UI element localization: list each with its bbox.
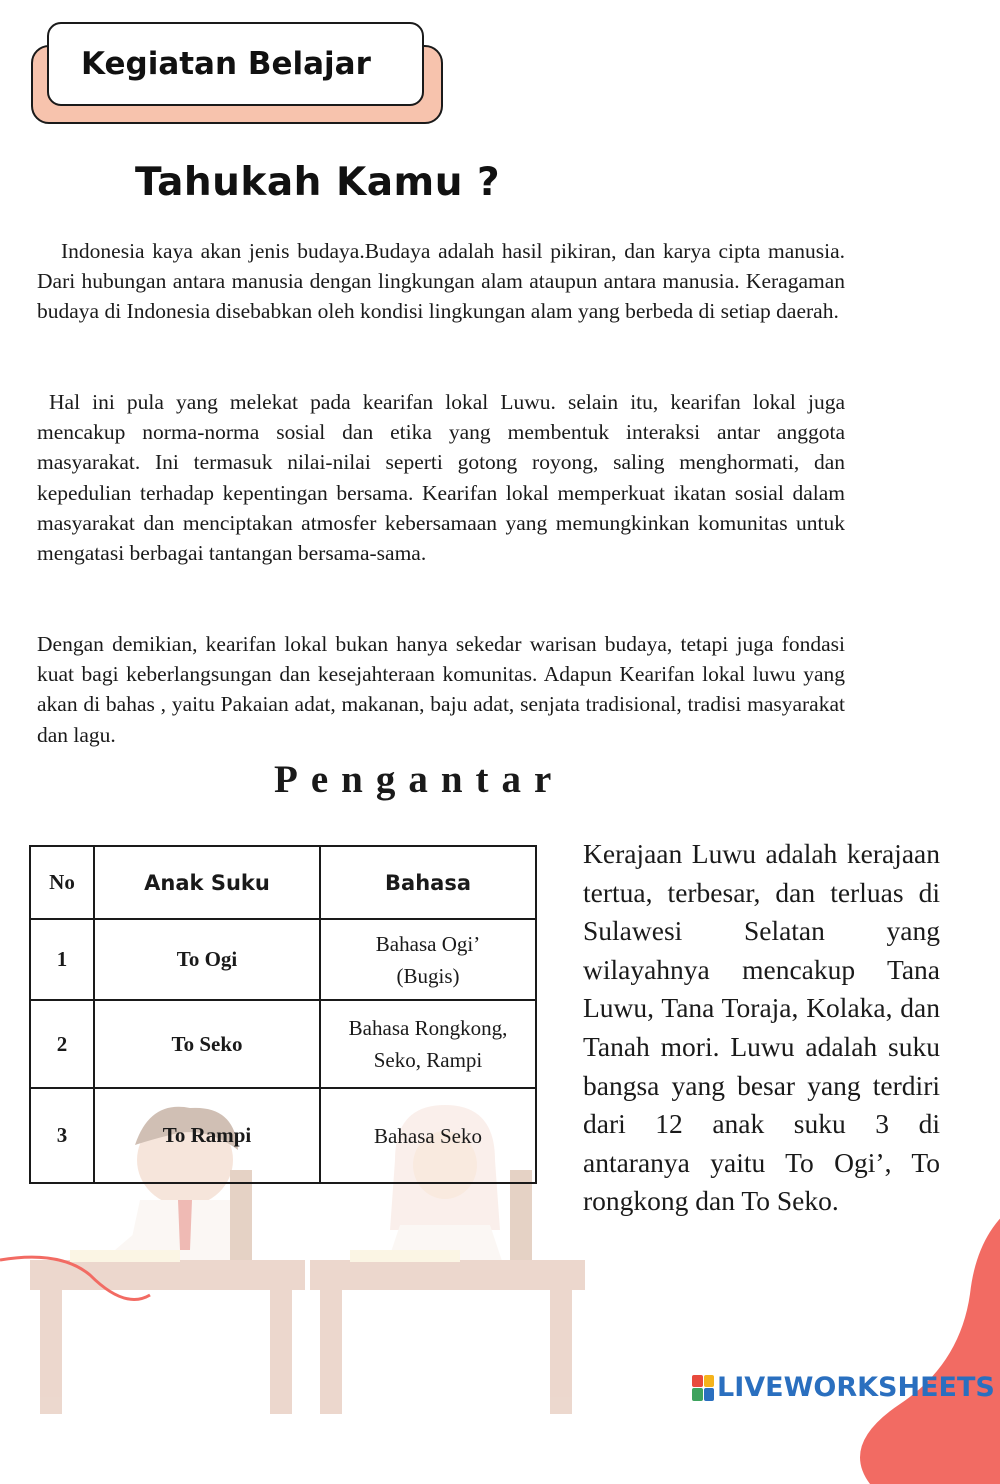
cell-bahasa <box>320 1000 536 1088</box>
coral-blob-decoration <box>810 1184 1000 1484</box>
header-tab-label: Kegiatan Belajar <box>81 46 371 82</box>
table-row <box>30 1000 536 1088</box>
cell-bahasa-line: (Bugis) <box>396 963 460 988</box>
intro-paragraph-2: Hal ini pula yang melekat pada kearifan lokal Luwu. selain itu, kearifan lokal juga mencakup norma-norma sosial dan etika yang membentuk interaksi antar anggota masyarakat. Ini termasuk nilai-nilai seperti gotong royong, saling menghormati, dan kepedulian terhadap kepentingan bersama. Kearifan lokal memperkuat ikatan sosial dalam masyarakat dan menciptakan atmosfer kebersamaan yang memungkinkan komunitas untuk mengatasi berbagai tantangan bersama-sama. <box>37 390 845 566</box>
col-header-anak-suku: Anak Suku <box>94 846 320 919</box>
col-header-no: No <box>30 846 94 919</box>
cell-anak-suku: To Rampi <box>94 1088 320 1183</box>
intro-paragraph-3: Dengan demikian, kearifan lokal bukan hanya sekedar warisan budaya, tetapi juga fondasi kuat bagi keberlangsungan dan kesejahteraan komunitas. Adapun Kearifan lokal luwu yang akan di bahas , yaitu Pakaian adat, makanan, baju adat, senjata tradisional, tradisi masyarakat dan lagu. <box>37 632 845 747</box>
cell-no: 1 <box>30 919 94 1000</box>
kerajaan-luwu-text: Kerajaan Luwu adalah kerajaan tertua, terbesar, dan terluas di Sulawesi Selatan yang wilayahnya mencakup Tana Luwu, Tana Toraja, Kolaka, dan Tanah mori. Luwu adalah suku bangsa yang besar yang terdiri dari 12 anak suku 3 di antaranya yaitu To Ogi’, To rongkong dan To Seko. <box>583 838 940 1217</box>
cell-bahasa-line: Bahasa Ogi’ <box>375 931 481 956</box>
cell-anak-suku: To Seko <box>94 1000 320 1088</box>
cell-bahasa <box>320 919 536 1000</box>
cell-no: 3 <box>30 1088 94 1183</box>
page-headline: Tahukah Kamu ? <box>135 160 501 205</box>
cell-bahasa-line: Bahasa Seko <box>374 1123 482 1148</box>
cell-bahasa-line: Bahasa Rongkong, <box>348 1016 508 1040</box>
cell-no: 2 <box>30 1000 94 1088</box>
liveworksheets-label: LIVEWORKSHEETS <box>717 1372 995 1403</box>
liveworksheets-logo-icon <box>692 1375 714 1401</box>
anak-suku-table <box>29 845 537 1184</box>
table-row <box>30 919 536 1000</box>
cell-anak-suku: To Ogi <box>94 919 320 1000</box>
cell-bahasa-line: Seko, Rampi <box>373 1048 483 1072</box>
table-header-row <box>30 846 536 919</box>
intro-paragraph-1: Indonesia kaya akan jenis budaya.Budaya adalah hasil pikiran, dan karya cipta manusia. Dari hubungan antara manusia dengan lingkungan alam ataupun antara manusia. Keragaman budaya di Indonesia disebabkan oleh kondisi lingkungan alam yang berbeda di setiap daerah. <box>37 239 845 324</box>
table-row <box>30 1088 536 1183</box>
section-title: Pengantar <box>274 758 565 801</box>
liveworksheets-watermark <box>692 1372 995 1403</box>
col-header-bahasa: Bahasa <box>320 846 536 919</box>
header-tab <box>47 22 424 106</box>
cell-bahasa <box>320 1088 536 1183</box>
